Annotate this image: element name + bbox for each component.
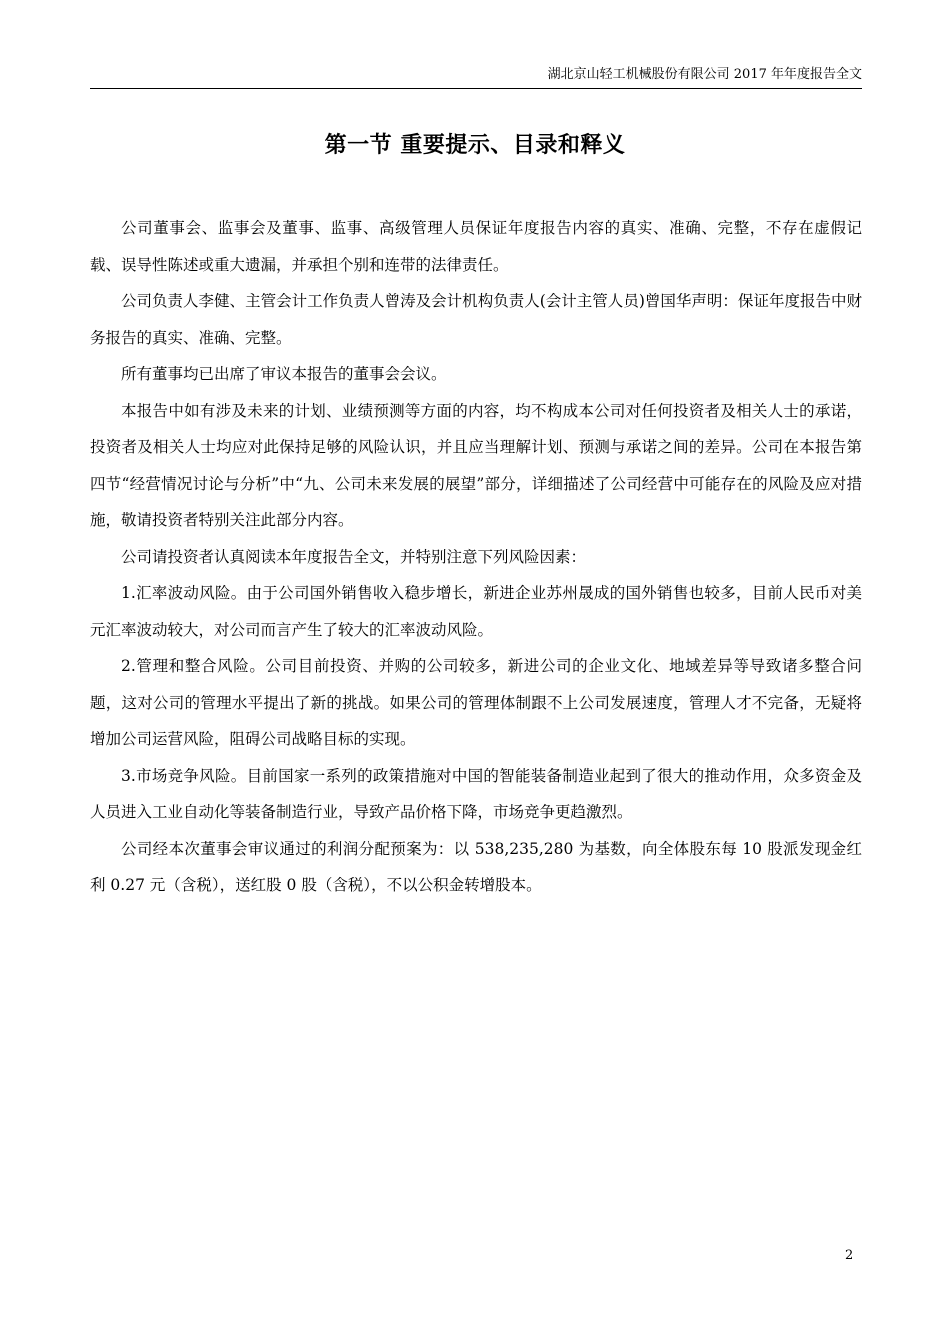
paragraph-financial-statement: 公司负责人李健、主管会计工作负责人曾涛及会计机构负责人(会计主管人员)曾国华声明：保证年度报告中财务报告的真实、准确、完整。	[90, 292, 862, 347]
paragraph-risk-competition: 3.市场竞争风险。目前国家一系列的政策措施对中国的智能装备制造业起到了很大的推动作用，众多资金及人员进入工业自动化等装备制造行业，导致产品价格下降，市场竞争更趋激烈。	[90, 766, 862, 821]
paragraph-profit-distribution: 公司经本次董事会审议通过的利润分配预案为：以 538,235,280 为基数，向全体股东每 10 股派发现金红利 0.27 元（含税），送红股 0 股（含税），不以公积金转增股本。	[90, 839, 862, 894]
paragraph-board-attendance: 所有董事均已出席了审议本报告的董事会会议。	[121, 365, 447, 383]
paragraph-risk-intro: 公司请投资者认真阅读本年度报告全文，并特别注意下列风险因素：	[121, 547, 587, 566]
header-title: 湖北京山轻工机械股份有限公司 2017 年年度报告全文	[547, 67, 862, 82]
document-body	[90, 210, 862, 904]
page-number: 2	[845, 1248, 854, 1263]
paragraph-responsibility: 公司董事会、监事会及董事、监事、高级管理人员保证年度报告内容的真实、准确、完整，不存在虚假记载、误导性陈述或重大遗漏，并承担个别和连带的法律责任。	[90, 219, 862, 274]
page-header	[90, 66, 862, 89]
paragraph-risk-exchange-rate: 1.汇率波动风险。由于公司国外销售收入稳步增长，新进企业苏州晟成的国外销售也较多，目前人民币对美元汇率波动较大，对公司而言产生了较大的汇率波动风险。	[90, 584, 862, 639]
paragraph-risk-management: 2.管理和整合风险。公司目前投资、并购的公司较多，新进公司的企业文化、地域差异等导致诸多整合问题，这对公司的管理水平提出了新的挑战。如果公司的管理体制跟不上公司发展速度，管理人才不完备，无疑将增加公司运营风险，阻碍公司战略目标的实现。	[90, 657, 862, 748]
paragraph-forward-looking: 本报告中如有涉及未来的计划、业绩预测等方面的内容，均不构成本公司对任何投资者及相关人士的承诺，投资者及相关人士均应对此保持足够的风险认识，并且应当理解计划、预测与承诺之间的差异。公司在本报告第四节“经营情况讨论与分析”中“九、公司未来发展的展望”部分，详细描述了公司经营中可能存在的风险及应对措施，敬请投资者特别关注此部分内容。	[90, 401, 862, 529]
section-title: 第一节 重要提示、目录和释义	[324, 133, 626, 158]
